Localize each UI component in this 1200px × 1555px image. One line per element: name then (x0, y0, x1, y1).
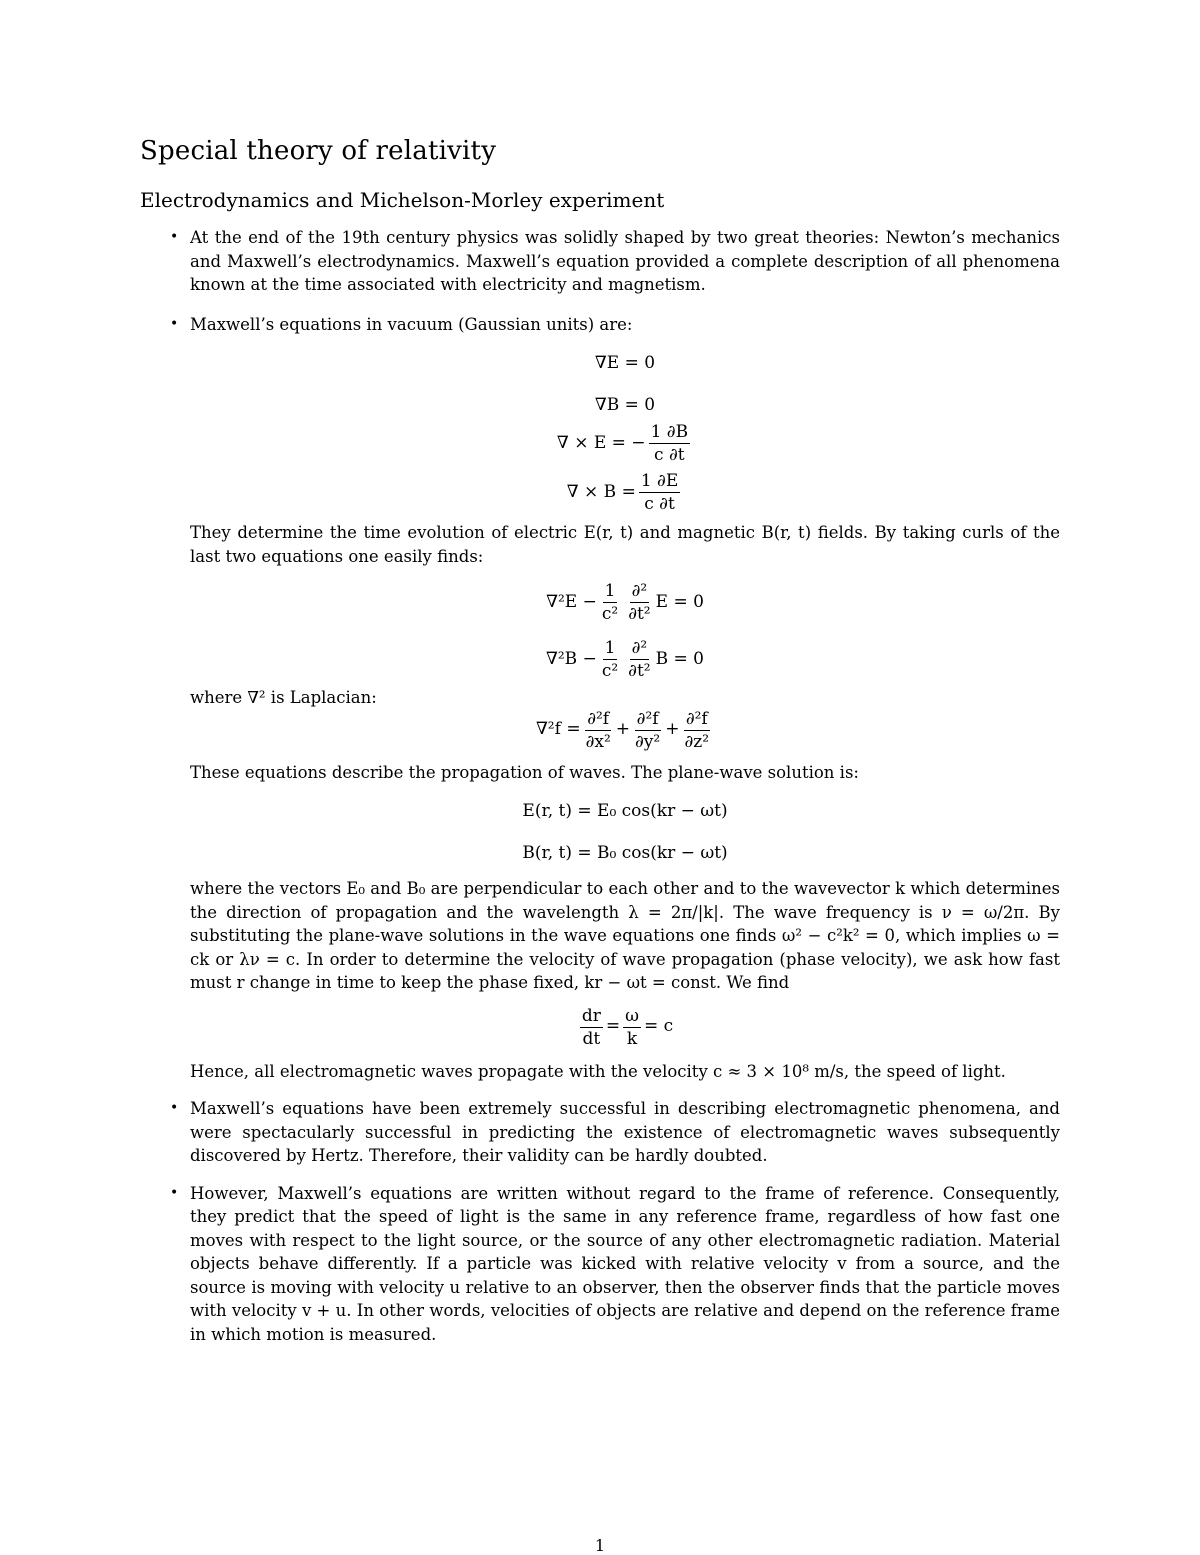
fraction-denominator: ∂x² (585, 731, 611, 752)
equation-curl-b (190, 470, 1060, 515)
page-title: Special theory of relativity (140, 136, 497, 166)
fraction (626, 580, 652, 625)
fraction-numerator: 1 ∂B (650, 422, 689, 442)
fraction (649, 421, 691, 466)
fraction-denominator: c ∂t (654, 445, 685, 465)
fraction-numerator: ∂²f (636, 708, 659, 729)
fraction-numerator: ∂²f (685, 708, 708, 729)
equation-wave-b (190, 637, 1060, 682)
document-body (140, 226, 1060, 1346)
paragraph: At the end of the 19th century physics was solidly shaped by two great theories: Newton’s mechanics and Maxwell’s electrodynamics. Maxwell’s equation provided a complete description of all phenomena known at the time associated with electricity and magnetism. (190, 228, 1060, 294)
bullet-icon: • (170, 315, 179, 332)
plus-sign: + (665, 719, 680, 740)
equation-plane-wave-e: E(r, t) = E₀ cos(kr − ωt) (522, 801, 728, 821)
fraction (633, 708, 662, 753)
fraction-denominator: c² (601, 604, 619, 624)
fraction-denominator: dt (582, 1028, 601, 1049)
paragraph: They determine the time evolution of electric E(r, t) and magnetic B(r, t) fields. By taking curls of the last two equations one easily finds: (190, 523, 1060, 566)
equation-rhs: = c (643, 1016, 674, 1037)
fraction (623, 1005, 641, 1050)
fraction-denominator: ∂t² (628, 604, 651, 624)
paragraph: Maxwell’s equations have been extremely successful in describing electromagnetic phenomena, and were spectacularly successful in predicting the existence of electromagnetic waves subsequently discovered by Hertz. Therefore, their validity can be hardly doubted. (190, 1099, 1060, 1165)
bullet-icon: • (170, 1100, 179, 1116)
paragraph: where the vectors E₀ and B₀ are perpendicular to each other and to the wavevector k which determines the direction of propagation and the wavelength λ = 2π/|k|. The wave frequency is ν = ω/2π. By substituting the plane-wave solutions in the wave equations one finds ω² − c²k² = 0, which implies ω = ck or λν = c. In order to determine the velocity of wave propagation (phase velocity), we ask how fast must r change in time to keep the phase fixed, kr − ωt = const. We find (190, 879, 1060, 992)
fraction-denominator: ∂z² (684, 731, 710, 752)
equation-div-b: ∇B = 0 (594, 394, 656, 415)
fraction-denominator: k (626, 1028, 638, 1049)
fraction (682, 708, 711, 753)
section-heading: Electrodynamics and Michelson-Morley experiment (140, 188, 665, 212)
fraction (600, 580, 620, 625)
fraction-numerator: ∂² (631, 581, 648, 601)
equation-wave-e (190, 580, 1060, 625)
paragraph: Hence, all electromagnetic waves propagate with the velocity c ≈ 3 × 10⁸ m/s, the speed of light. (190, 1061, 1006, 1081)
fraction (580, 1005, 603, 1050)
equation-div-e: ∇E = 0 (594, 353, 656, 373)
equation-lhs: ∇²E − (546, 591, 597, 612)
list-item (140, 226, 1060, 297)
fraction-denominator: c² (601, 661, 619, 681)
equation-curl-e (190, 421, 1060, 466)
bullet-icon: • (170, 229, 179, 245)
paragraph: Maxwell’s equations in vacuum (Gaussian units) are: (190, 314, 633, 334)
fraction-numerator: ∂² (631, 638, 648, 658)
equation-laplacian (190, 708, 1060, 753)
equation-phase-velocity (190, 1005, 1060, 1050)
equation-lhs: ∇²f = (535, 719, 581, 740)
fraction-denominator: ∂t² (628, 661, 651, 681)
paragraph: These equations describe the propagation of waves. The plane-wave solution is: (190, 762, 859, 782)
fraction (584, 708, 613, 753)
list-item (140, 313, 1060, 1084)
equals-sign: = (605, 1016, 621, 1037)
plus-sign: + (615, 719, 631, 740)
equation-rhs: B = 0 (655, 648, 704, 669)
fraction (626, 637, 652, 682)
paragraph: where ∇² is Laplacian: (190, 688, 377, 707)
equation-lhs: ∇ × B = (566, 481, 636, 502)
fraction-numerator: dr (581, 1005, 601, 1026)
page-number: 1 (594, 1536, 606, 1555)
fraction-numerator: 1 (604, 581, 616, 601)
fraction (639, 470, 680, 515)
fraction-numerator: ∂²f (587, 708, 610, 729)
paragraph: However, Maxwell’s equations are written without regard to the frame of reference. Consequently, they predict that the speed of light is the same in any reference frame, regardless of how fast one moves with respect to the light source, or the source of any other electromagnetic radiation. Material objects behave differently. If a particle was kicked with relative velocity v from a source, and the source is moving with velocity u relative to an observer, then the observer finds that the particle moves with velocity v + u. In other words, velocities of objects are relative and depend on the reference frame in which motion is measured. (190, 1183, 1060, 1344)
equation-rhs: E = 0 (655, 591, 704, 612)
fraction-numerator: 1 (604, 638, 616, 658)
fraction-denominator: ∂y² (635, 731, 661, 752)
equation-lhs: ∇ × E = − (556, 432, 646, 453)
list-item (140, 1097, 1060, 1168)
fraction (600, 637, 620, 682)
fraction-denominator: c ∂t (644, 494, 675, 514)
list-item (140, 1182, 1060, 1347)
equation-lhs: ∇²B − (546, 648, 597, 669)
fraction-numerator: ω (625, 1005, 639, 1026)
equation-plane-wave-b: B(r, t) = B₀ cos(kr − ωt) (522, 842, 728, 863)
bullet-icon: • (170, 1184, 179, 1201)
fraction-numerator: 1 ∂E (640, 471, 679, 491)
